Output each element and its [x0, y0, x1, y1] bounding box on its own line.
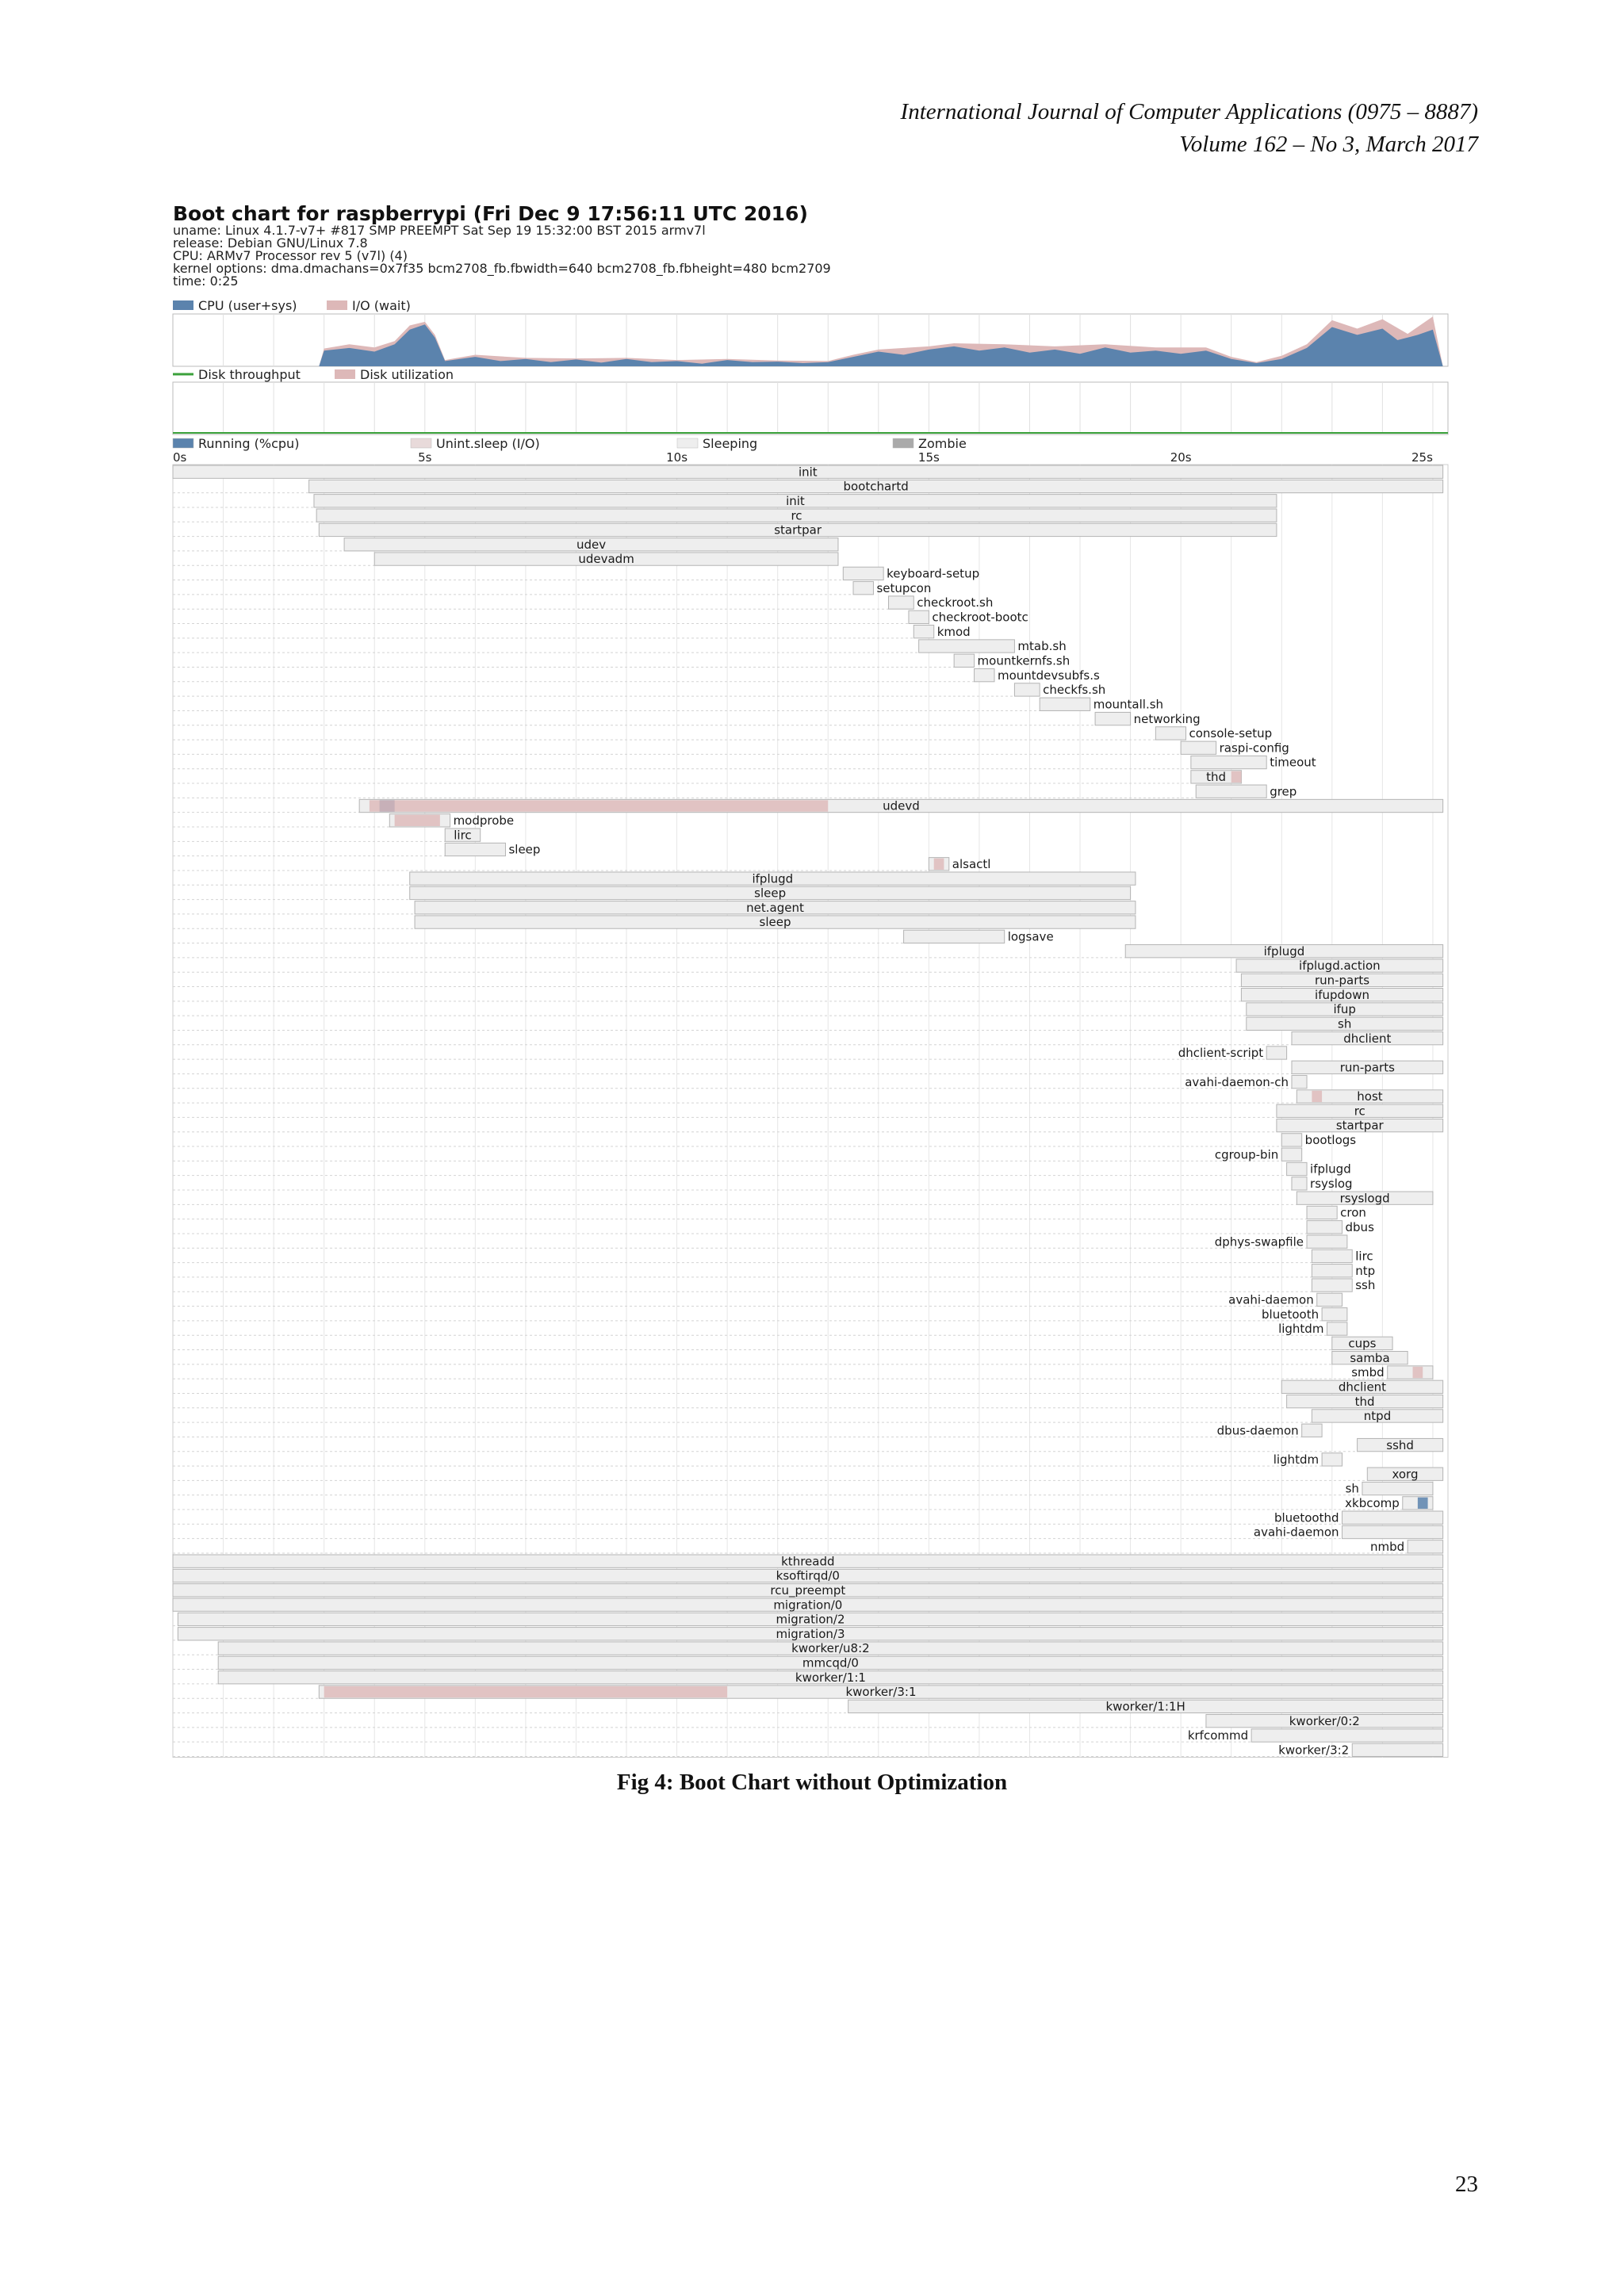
process-label: samba — [1350, 1350, 1390, 1365]
process-label: sleep — [754, 886, 787, 901]
process-bar — [1317, 1293, 1342, 1306]
process-label: init — [798, 465, 818, 480]
process-label: dphys-swapfile — [1214, 1234, 1304, 1249]
process-bar — [954, 654, 974, 667]
process-bar — [853, 582, 873, 595]
process-bar — [1388, 1366, 1433, 1379]
process-label: dhclient — [1338, 1380, 1387, 1395]
process-activity — [1231, 771, 1242, 783]
process-label: avahi-daemon-ch — [1185, 1074, 1289, 1089]
process-bar — [904, 930, 1005, 943]
process-bar — [919, 640, 1015, 652]
process-label: setupcon — [876, 580, 932, 595]
process-label: logsave — [1007, 929, 1054, 944]
legend-swatch — [411, 438, 431, 448]
process-bar — [1251, 1729, 1443, 1742]
process-bar — [1095, 712, 1130, 725]
process-label: checkroot-bootc — [932, 610, 1028, 625]
process-label: sleep — [508, 842, 541, 857]
process-label: bootlogs — [1304, 1133, 1357, 1148]
process-label: avahi-daemon — [1228, 1292, 1314, 1307]
chart-info-line: uname: Linux 4.1.7-v7+ #817 SMP PREEMPT Sat Sep 19 15:32:00 BST 2015 armv7l — [173, 223, 706, 238]
process-bar — [445, 843, 505, 855]
process-label: bootchartd — [843, 479, 909, 494]
process-label: sh — [1345, 1481, 1359, 1496]
process-label: migration/0 — [773, 1598, 843, 1613]
process-label: grep — [1270, 784, 1297, 799]
boot-chart-figure — [170, 197, 1470, 1784]
process-activity — [395, 815, 440, 826]
process-label: ksoftirqd/0 — [776, 1568, 840, 1583]
legend-label: CPU (user+sys) — [198, 298, 297, 313]
process-activity — [1418, 1498, 1428, 1509]
process-label: lightdm — [1278, 1322, 1324, 1337]
x-tick-label: 15s — [917, 450, 940, 465]
process-bar — [1322, 1308, 1347, 1321]
process-label: run-parts — [1339, 1060, 1395, 1075]
process-label: xkbcomp — [1345, 1496, 1400, 1511]
process-label: ntpd — [1363, 1409, 1392, 1424]
process-label: dhclient — [1343, 1031, 1392, 1046]
process-label: kthreadd — [781, 1554, 835, 1569]
process-label: ifplugd — [1263, 943, 1305, 959]
process-label: smbd — [1351, 1365, 1385, 1380]
process-bar — [1307, 1235, 1347, 1248]
process-label: kworker/3:2 — [1278, 1743, 1350, 1758]
process-label: dbus-daemon — [1216, 1423, 1299, 1438]
process-bar — [1266, 1047, 1286, 1059]
process-label: modprobe — [453, 813, 515, 828]
x-tick-label: 10s — [666, 450, 688, 465]
process-label: lirc — [454, 828, 472, 843]
process-bar — [1312, 1249, 1352, 1262]
chart-info-line: CPU: ARMv7 Processor rev 5 (v7l) (4) — [173, 248, 408, 263]
process-label: lirc — [1355, 1249, 1373, 1264]
process-activity — [370, 800, 828, 811]
process-label: keyboard-setup — [887, 566, 980, 581]
process-label: run-parts — [1314, 973, 1370, 988]
legend-label: Running (%cpu) — [198, 436, 300, 451]
process-label: console-setup — [1189, 726, 1273, 741]
process-bar — [1342, 1525, 1443, 1538]
process-label: rsyslog — [1310, 1177, 1353, 1191]
process-activity — [1312, 1091, 1322, 1102]
process-bar — [909, 610, 929, 623]
process-label: init — [786, 493, 805, 508]
process-label: krfcommd — [1187, 1728, 1249, 1743]
process-activity — [1413, 1367, 1423, 1378]
process-bar — [1312, 1265, 1352, 1277]
process-label: udevadm — [578, 552, 634, 567]
process-label: kworker/0:2 — [1289, 1713, 1360, 1728]
process-label: startpar — [774, 522, 822, 538]
process-label: thd — [1206, 770, 1227, 785]
legend-swatch — [173, 438, 193, 448]
figure-caption: Fig 4: Boot Chart without Optimization — [616, 1770, 1008, 1795]
process-bar — [1302, 1424, 1322, 1437]
process-label: migration/3 — [776, 1626, 845, 1641]
legend-swatch — [893, 438, 914, 448]
legend-label: Unint.sleep (I/O) — [436, 436, 540, 451]
legend-label: Sleeping — [703, 436, 758, 451]
process-label: kworker/3:1 — [845, 1685, 917, 1700]
process-label: udev — [576, 537, 607, 552]
x-tick-label: 0s — [173, 450, 187, 465]
process-label: rc — [1354, 1104, 1365, 1119]
process-bar — [1352, 1743, 1442, 1756]
process-bar — [1307, 1206, 1337, 1219]
process-activity — [324, 1686, 727, 1697]
x-tick-label: 5s — [418, 450, 432, 465]
process-label: ifupdown — [1315, 987, 1370, 1002]
process-label: dbus — [1345, 1219, 1374, 1234]
process-bar — [1292, 1177, 1307, 1190]
process-label: mtab.sh — [1017, 639, 1067, 654]
process-bar — [1362, 1482, 1433, 1494]
process-bar — [1342, 1511, 1443, 1524]
x-tick-label: 25s — [1411, 450, 1433, 465]
process-label: sleep — [759, 915, 791, 930]
process-bar — [914, 626, 933, 638]
disk-chart-frame — [173, 382, 1448, 434]
process-label: xorg — [1392, 1467, 1419, 1482]
process-label: cgroup-bin — [1214, 1147, 1279, 1162]
process-label: startpar — [1335, 1118, 1384, 1133]
process-bar — [1196, 785, 1266, 798]
process-label: sh — [1338, 1016, 1352, 1031]
process-label: cron — [1340, 1205, 1366, 1220]
process-label: sshd — [1386, 1437, 1414, 1452]
process-label: rc — [791, 508, 802, 523]
journal-header: International Journal of Computer Applications (0975 – 8887) — [900, 99, 1478, 124]
process-bar — [1181, 741, 1216, 754]
legend-label: Zombie — [918, 436, 967, 451]
process-label: mountdevsubfs.s — [997, 668, 1100, 683]
process-bar — [1281, 1148, 1301, 1161]
process-label: thd — [1354, 1394, 1375, 1409]
process-bar — [1292, 1075, 1307, 1088]
process-label: net.agent — [746, 900, 804, 915]
process-label: ifplugd.action — [1299, 959, 1381, 974]
process-bar — [975, 668, 994, 681]
process-label: avahi-daemon — [1253, 1525, 1339, 1540]
process-label: dhclient-script — [1178, 1046, 1264, 1061]
process-bar — [1327, 1322, 1346, 1335]
process-label: bluetooth — [1262, 1307, 1320, 1322]
process-label: udevd — [883, 798, 920, 813]
process-bar — [1191, 756, 1266, 768]
chart-info-line: release: Debian GNU/Linux 7.8 — [173, 235, 368, 251]
process-label: host — [1357, 1089, 1383, 1104]
process-label: kworker/1:1 — [795, 1670, 866, 1685]
legend-swatch — [327, 300, 347, 310]
process-label: alsactl — [952, 856, 991, 871]
legend-label: I/O (wait) — [352, 298, 411, 313]
legend-label: Disk utilization — [360, 367, 454, 382]
process-label: mmcqd/0 — [802, 1655, 859, 1670]
chart-title: Boot chart for raspberrypi (Fri Dec 9 17:56:11 UTC 2016) — [173, 202, 808, 225]
legend-swatch — [677, 438, 698, 448]
process-label: kworker/u8:2 — [791, 1641, 870, 1656]
process-label: migration/2 — [776, 1612, 845, 1627]
process-label: networking — [1133, 711, 1201, 726]
process-bar — [1281, 1134, 1301, 1146]
legend-swatch — [335, 369, 355, 379]
process-bar — [1287, 1162, 1307, 1175]
volume-header: Volume 162 – No 3, March 2017 — [1179, 132, 1478, 157]
process-bar — [1040, 698, 1090, 710]
process-label: cups — [1348, 1336, 1377, 1351]
process-label: ifplugd — [1310, 1161, 1351, 1177]
process-label: bluetoothd — [1274, 1510, 1339, 1525]
process-label: ifup — [1333, 1002, 1356, 1017]
process-label: raspi-config — [1219, 740, 1289, 756]
chart-info-line: time: 0:25 — [173, 274, 239, 289]
x-tick-label: 20s — [1170, 450, 1192, 465]
process-label: rcu_preempt — [770, 1582, 846, 1598]
process-activity — [934, 859, 944, 870]
process-bar — [1322, 1453, 1342, 1466]
process-label: mountall.sh — [1093, 697, 1164, 712]
process-label: ssh — [1355, 1278, 1376, 1293]
page-number: 23 — [1455, 2172, 1478, 2197]
process-bar — [843, 567, 883, 580]
chart-info-line: kernel options: dma.dmachans=0x7f35 bcm2708_fb.fbwidth=640 bcm2708_fb.fbheight=480 bcm2709 — [173, 261, 831, 276]
process-label: kmod — [936, 624, 971, 639]
process-bar — [1014, 683, 1040, 696]
process-bar — [1312, 1279, 1352, 1292]
legend-swatch — [173, 300, 193, 310]
process-bar — [1155, 727, 1185, 740]
process-bar — [1307, 1221, 1342, 1234]
legend-label: Disk throughput — [198, 367, 301, 382]
process-label: timeout — [1270, 755, 1316, 770]
process-label: ifplugd — [752, 871, 794, 886]
process-label: lightdm — [1273, 1452, 1320, 1468]
process-label: mountkernfs.sh — [977, 653, 1071, 668]
process-label: kworker/1:1H — [1105, 1699, 1185, 1714]
process-label: checkfs.sh — [1043, 683, 1106, 698]
process-bar — [1408, 1540, 1442, 1553]
process-label: rsyslogd — [1339, 1191, 1390, 1206]
process-label: checkroot.sh — [917, 595, 994, 610]
process-label: nmbd — [1369, 1540, 1405, 1554]
process-label: ntp — [1355, 1263, 1376, 1278]
process-bar — [889, 596, 914, 609]
